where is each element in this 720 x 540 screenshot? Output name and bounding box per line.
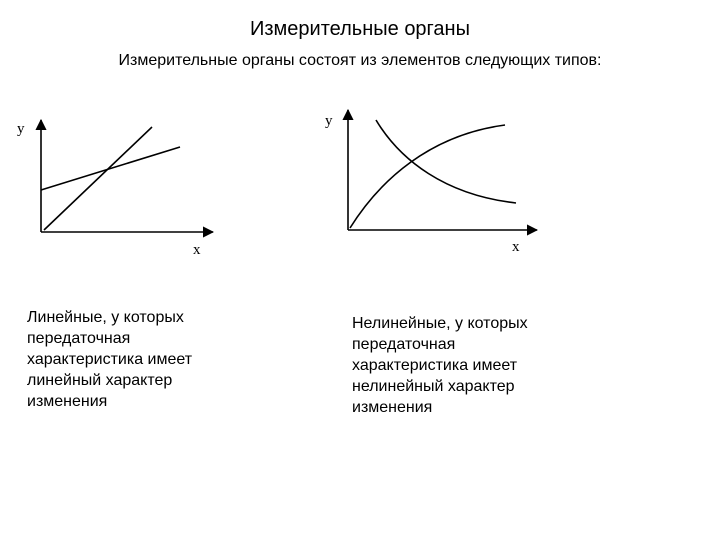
right-decreasing-curve xyxy=(376,120,516,203)
linear-graph xyxy=(17,120,213,258)
left-x-label: x xyxy=(193,242,201,258)
nonlinear-description: Нелинейные, у которых передаточная характеристика имеет нелинейный характер изменения xyxy=(352,315,528,416)
left-shallow-line xyxy=(41,147,180,190)
linear-description: Линейные, у которых передаточная характеристика имеет линейный характер изменения xyxy=(27,309,193,410)
left-steep-line xyxy=(44,127,152,230)
page-subtitle: Измерительные органы состоят из элементов следующих типов: xyxy=(118,52,602,69)
right-increasing-curve xyxy=(350,125,505,228)
right-y-label: y xyxy=(325,113,333,129)
left-y-label: y xyxy=(17,121,25,137)
right-x-label: x xyxy=(512,239,520,255)
nonlinear-graph xyxy=(325,110,537,255)
page-title: Измерительные органы xyxy=(250,18,470,40)
